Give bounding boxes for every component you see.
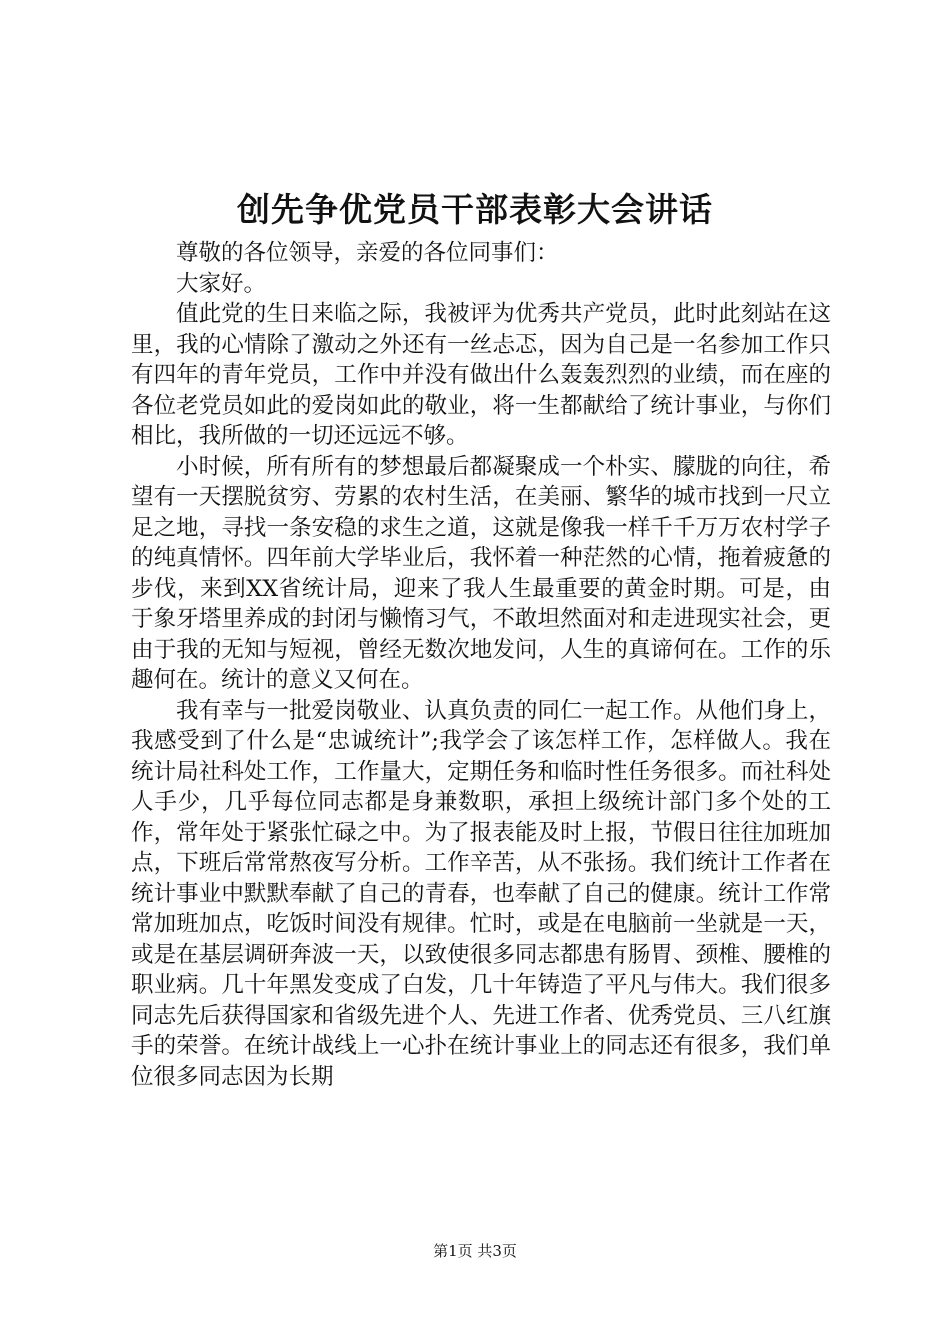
body-paragraph: 小时候，所有所有的梦想最后都凝聚成一个朴实、朦胧的向往，希望有一天摆脱贫穷、劳累的农村生活，在美丽、繁华的城市找到一尺立足之地，寻找一条安稳的求生之道，这就是像我一样千千万万农村学子的纯真情怀。四年前大学毕业后，我怀着一种茫然的心情，拖着疲惫的步伐，来到XX省统计局，迎来了我人生最重要的黄金时期。可是，由于象牙塔里养成的封闭与懒惰习气，不敢坦然面对和走进现实社会，更由于我的无知与短视，曾经无数次地发问，人生的真谛何在。工作的乐趣何在。统计的意义又何在。 bbox=[131, 453, 831, 693]
page-number-footer: 第1页 共3页 bbox=[433, 1242, 517, 1260]
salutation-paragraph: 尊敬的各位领导，亲爱的各位同事们： bbox=[176, 240, 559, 266]
document-title: 创先争优党员干部表彰大会讲话 bbox=[237, 190, 713, 229]
body-paragraph: 值此党的生日来临之际，我被评为优秀共产党员，此时此刻站在这里，我的心情除了激动之外还有一丝忐忑，因为自己是一名参加工作只有四年的青年党员，工作中并没有做出什么轰轰烈烈的业绩，而在座的各位老党员如此的爱岗如此的敬业，将一生都献给了统计事业，与你们相比，我所做的一切还远远不够。 bbox=[131, 301, 831, 449]
body-paragraph: 我有幸与一批爱岗敬业、认真负责的同仁一起工作。从他们身上，我感受到了什么是“忠诚统计”;我学会了该怎样工作，怎样做人。我在统计局社科处工作，工作量大，定期任务和临时性任务很多。而社科处人手少，几乎每位同志都是身兼数职，承担上级统计部门多个处的工作，常年处于紧张忙碌之中。为了报表能及时上报，节假日往往加班加点，下班后常常熬夜写分析。工作辛苦，从不张扬。我们统计工作者在统计事业中默默奉献了自己的青春，也奉献了自己的健康。统计工作常常加班加点，吃饭时间没有规律。忙时，或是在电脑前一坐就是一天，或是在基层调研奔波一天，以致使很多同志都患有肠胃、颈椎、腰椎的职业病。几十年黑发变成了白发，几十年铸造了平凡与伟大。我们很多同志先后获得国家和省级先进个人、先进工作者、优秀党员、三八红旗手的荣誉。在统计战线上一心扑在统计事业上的同志还有很多，我们单位很多同志因为长期 bbox=[131, 697, 831, 1090]
document-body bbox=[131, 238, 831, 1092]
greeting-paragraph: 大家好。 bbox=[176, 270, 267, 297]
